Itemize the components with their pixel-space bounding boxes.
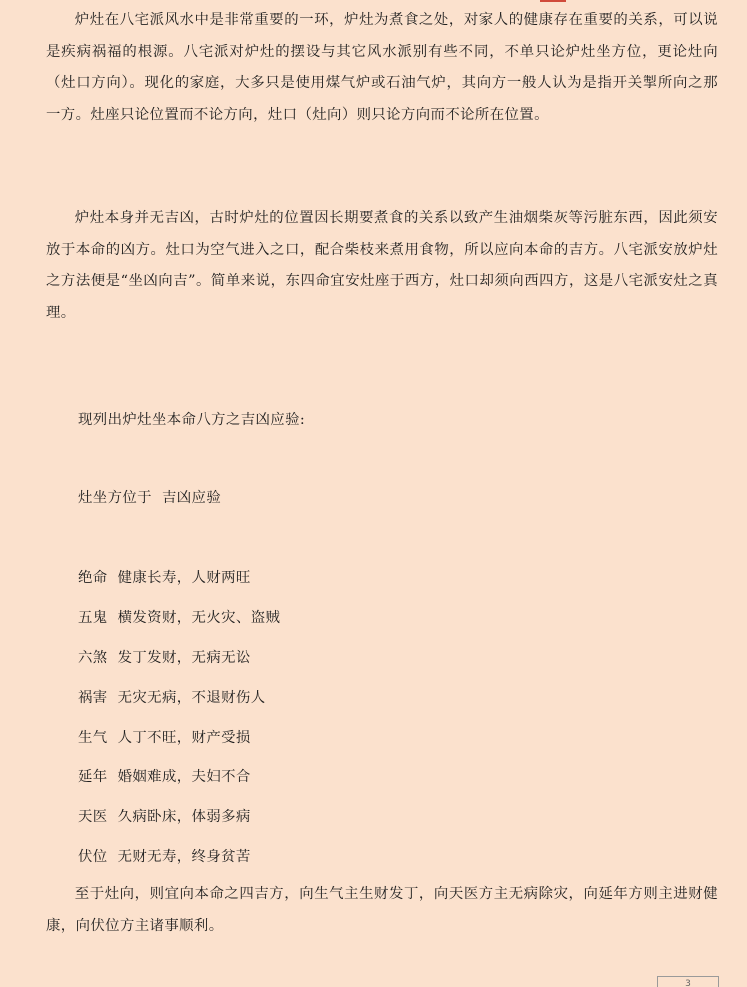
row-effect: 婚姻难成，夫妇不合 [117,769,251,785]
table-header [78,488,221,508]
row-effect: 人丁不旺，财产受损 [117,730,251,746]
row-direction: 绝命 [78,570,108,586]
table-row [78,608,280,628]
table-header-direction: 灶坐方位于 [78,490,152,506]
row-direction: 延年 [78,769,108,785]
table-row [78,807,251,827]
table-row [78,648,251,668]
page-number: 3 [657,976,719,987]
row-effect: 无财无寿，终身贫苦 [117,849,251,865]
row-effect: 久病卧床，体弱多病 [117,809,251,825]
table-row [78,728,251,748]
table-row [78,767,251,787]
row-direction: 伏位 [78,849,108,865]
row-direction: 祸害 [78,690,108,706]
row-direction: 六煞 [78,650,108,666]
row-effect: 发丁发财，无病无讼 [117,650,251,666]
row-effect: 健康长寿，人财两旺 [117,570,251,586]
paragraph-stove-placement: 炉灶本身并无吉凶，古时炉灶的位置因长期要煮食的关系以致产生油烟柴灰等污脏东西，因此须安放于本命的凶方。灶口为空气进入之口，配合柴枝来煮用食物，所以应向本命的吉方。八宅派安放炉灶之方法便是“坐凶向吉”。简单来说，东四命宜安灶座于西方，灶口却须向西四方，这是八宅派安灶之真理。 [46,210,718,321]
table-row [78,688,266,708]
table-header-effect: 吉凶应验 [161,490,222,506]
paragraph-stove-importance: 炉灶在八宅派风水中是非常重要的一环，炉灶为煮食之处，对家人的健康存在重要的关系，可以说是疾病祸福的根源。八宅派对炉灶的摆设与其它风水派别有些不同，不单只论炉灶坐方位，更论灶向（灶口方向）。现化的家庭，大多只是使用煤气炉或石油气炉，其向方一般人认为是指开关掣所向之那一方。灶座只论位置而不论方向，灶口（灶向）则只论方向而不论所在位置。 [46,12,718,123]
paragraph-intro: 现列出炉灶坐本命八方之吉凶应验: [78,412,306,428]
top-edge-mark [540,0,566,2]
paragraph-stove-orientation: 至于灶向，则宜向本命之四吉方，向生气主生财发丁，向天医方主无病除灾，向延年方则主进财健康，向伏位方主诸事顺利。 [46,886,718,934]
row-effect: 无灾无病，不退财伤人 [117,690,266,706]
table-row [78,847,251,867]
row-effect: 横发资财，无火灾、盗贼 [117,610,281,626]
table-row [78,568,251,588]
row-direction: 生气 [78,730,108,746]
row-direction: 天医 [78,809,108,825]
row-direction: 五鬼 [78,610,108,626]
